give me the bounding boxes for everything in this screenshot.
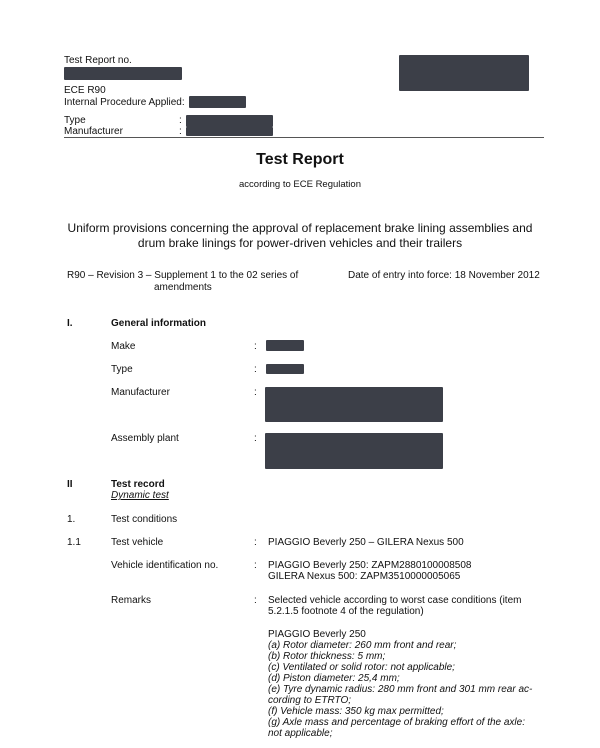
assembly-plant-label: Assembly plant	[111, 433, 179, 444]
make-label: Make	[111, 341, 136, 352]
remarks-item: (g) Axle mass and percentage of braking effort of the axle:	[268, 717, 525, 728]
redacted-section-1-manufacturer	[265, 387, 443, 422]
remarks-model: PIAGGIO Beverly 250	[268, 629, 366, 640]
type-label: Type	[64, 115, 86, 126]
remarks-item: (a) Rotor diameter: 260 mm front and rear;	[268, 640, 457, 651]
remarks-item: not applicable;	[268, 728, 333, 739]
section-1-title: General information	[111, 318, 207, 329]
regulation-label: ECE R90	[64, 85, 106, 96]
description-line-1: Uniform provisions concerning the approval of replacement brake lining assemblies and	[67, 221, 533, 235]
revision-line-1: R90 – Revision 3 – Supplement 1 to the 02 series of	[67, 270, 299, 281]
page-subtitle: according to ECE Regulation	[239, 179, 361, 190]
remarks-item: (f) Vehicle mass: 350 kg max permitted;	[268, 706, 444, 717]
test-vehicle-label: Test vehicle	[111, 537, 164, 548]
description-line-2: drum brake linings for power-driven vehicles and their trailers	[137, 236, 463, 250]
make-colon: :	[254, 341, 257, 352]
remarks-line-2: 5.2.1.5 footnote 4 of the regulation)	[268, 606, 424, 617]
manufacturer-label: Manufacturer	[64, 126, 123, 137]
remarks-label: Remarks	[111, 595, 152, 606]
redacted-manufacturer	[186, 127, 273, 136]
remarks-item: (d) Piston diameter: 25,4 mm;	[268, 673, 400, 684]
vin-colon: :	[254, 560, 257, 571]
remarks-item: (b) Rotor thickness: 5 mm;	[268, 651, 386, 662]
redacted-make	[266, 340, 304, 351]
test-vehicle-value: PIAGGIO Beverly 250 – GILERA Nexus 500	[268, 537, 464, 548]
manufacturer-colon: :	[179, 126, 182, 137]
page-title: Test Report	[256, 151, 344, 168]
remarks-line-1: Selected vehicle according to worst case conditions (item	[268, 595, 522, 606]
section-1-number: I.	[67, 318, 73, 329]
entry-into-force: Date of entry into force: 18 November 2012	[348, 270, 540, 281]
test-report-no-label: Test Report no.	[64, 55, 132, 66]
type-colon: :	[179, 115, 182, 126]
remarks-colon: :	[254, 595, 257, 606]
section-2-subtitle: Dynamic test	[111, 490, 169, 501]
section-2-number: II	[67, 479, 73, 490]
section-1-manufacturer-label: Manufacturer	[111, 387, 170, 398]
redacted-logo	[399, 55, 529, 91]
redacted-report-number	[64, 67, 182, 80]
section-1-manufacturer-colon: :	[254, 387, 257, 398]
remarks-item: cording to ETRTO;	[268, 695, 351, 706]
procedure-label: Internal Procedure Applied:	[64, 97, 185, 108]
vin-line-1: PIAGGIO Beverly 250: ZAPM2880100008508	[268, 560, 472, 571]
redacted-type	[186, 115, 273, 127]
redacted-assembly-plant	[265, 433, 443, 469]
header-divider	[64, 137, 544, 138]
remarks-item: (e) Tyre dynamic radius: 280 mm front and 301 mm rear ac-	[268, 684, 533, 695]
section-1-type-label: Type	[111, 364, 133, 375]
test-vehicle-number: 1.1	[67, 537, 81, 548]
revision-line-2: amendments	[154, 282, 212, 293]
section-2-title: Test record	[111, 479, 165, 490]
redacted-section-1-type	[266, 364, 304, 374]
test-conditions-number: 1.	[67, 514, 76, 525]
section-1-type-colon: :	[254, 364, 257, 375]
vin-line-2: GILERA Nexus 500: ZAPM3510000005065	[268, 571, 461, 582]
vin-label: Vehicle identification no.	[111, 560, 219, 571]
test-vehicle-colon: :	[254, 537, 257, 548]
remarks-item: (c) Ventilated or solid rotor: not applicable;	[268, 662, 455, 673]
test-conditions-label: Test conditions	[111, 514, 178, 525]
assembly-plant-colon: :	[254, 433, 257, 444]
redacted-procedure	[189, 96, 246, 108]
